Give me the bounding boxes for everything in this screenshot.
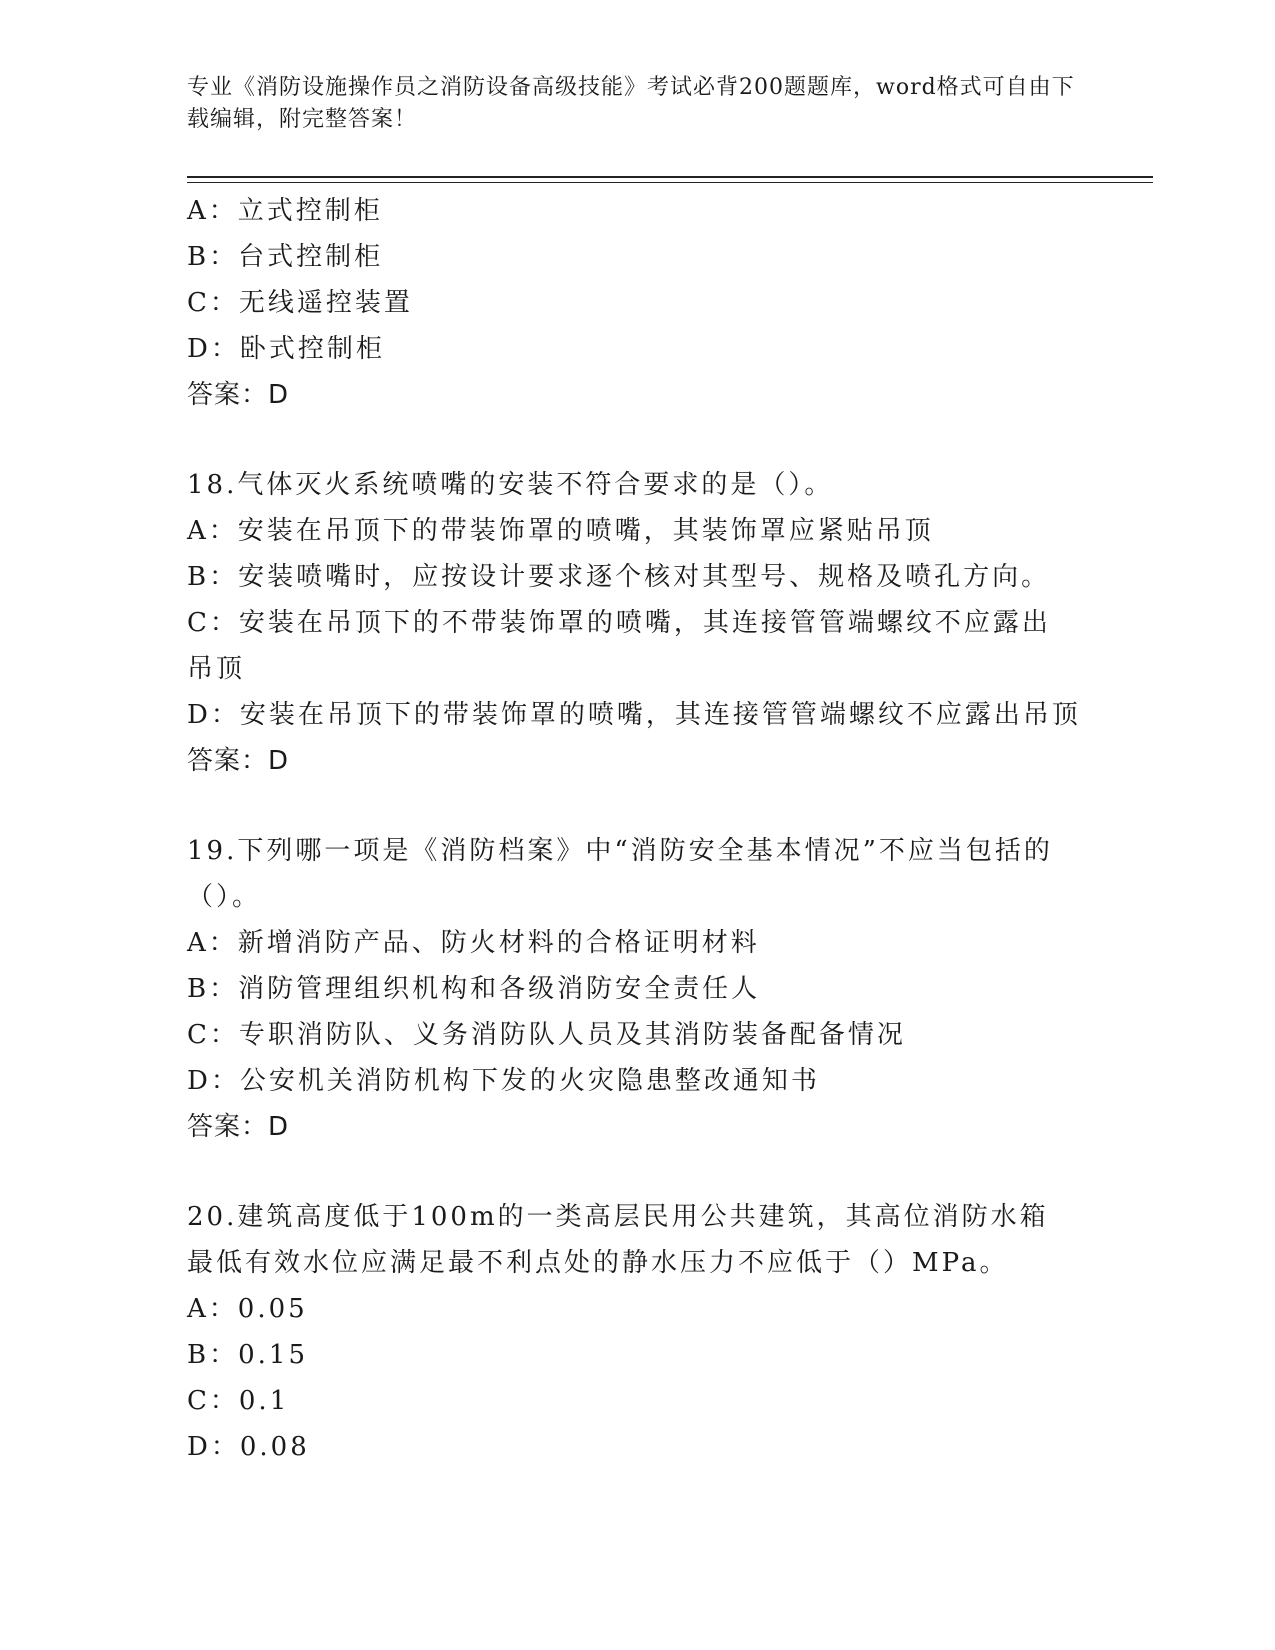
option-a: A：新增消防产品、防火材料的合格证明材料 bbox=[187, 928, 760, 958]
question-18-block bbox=[187, 462, 1081, 784]
option-d: D：卧式控制柜 bbox=[187, 334, 385, 364]
answer-line: 答案：D bbox=[187, 1112, 290, 1142]
option-c: C：安装在吊顶下的不带装饰罩的喷嘴，其连接管管端螺纹不应露出吊顶 bbox=[187, 608, 1051, 684]
question-text: 20.建筑高度低于100m的一类高层民用公共建筑，其高位消防水箱最低有效水位应满足最不利点处的静水压力不应低于（）MPa。 bbox=[187, 1202, 1049, 1278]
question-20-block bbox=[187, 1194, 1077, 1470]
answer-line: 答案：D bbox=[187, 380, 290, 410]
question-19-block bbox=[187, 828, 1077, 1150]
option-d: D：公安机关消防机构下发的火灾隐患整改通知书 bbox=[187, 1066, 820, 1096]
header-divider-thick bbox=[187, 176, 1153, 178]
spacer bbox=[187, 1150, 1077, 1194]
option-d: D：安装在吊顶下的带装饰罩的喷嘴，其连接管管端螺纹不应露出吊顶 bbox=[187, 700, 1081, 730]
question-text: 18.气体灭火系统喷嘴的安装不符合要求的是（）。 bbox=[187, 470, 834, 500]
header-divider-thin bbox=[187, 182, 1153, 183]
option-a: A：安装在吊顶下的带装饰罩的喷嘴，其装饰罩应紧贴吊顶 bbox=[187, 516, 934, 546]
option-c: C：专职消防队、义务消防队人员及其消防装备配备情况 bbox=[187, 1020, 906, 1050]
document-header: 专业《消防设施操作员之消防设备高级技能》考试必背200题题库，word格式可自由下载编辑，附完整答案！ bbox=[187, 75, 1075, 132]
option-b: B：安装喷嘴时，应按设计要求逐个核对其型号、规格及喷孔方向。 bbox=[187, 562, 1051, 592]
spacer bbox=[187, 418, 1077, 462]
question-17-block bbox=[187, 188, 1077, 418]
option-a: A：立式控制柜 bbox=[187, 196, 383, 226]
option-d: D：0.08 bbox=[187, 1432, 310, 1462]
spacer bbox=[187, 784, 1077, 828]
option-c: C：无线遥控装置 bbox=[187, 288, 413, 318]
option-a: A：0.05 bbox=[187, 1294, 308, 1324]
option-b: B：0.15 bbox=[187, 1340, 308, 1370]
option-b: B：台式控制柜 bbox=[187, 242, 384, 272]
document-body bbox=[187, 188, 1081, 1470]
option-c: C：0.1 bbox=[187, 1386, 290, 1416]
answer-line: 答案：D bbox=[187, 746, 290, 776]
question-text: 19.下列哪一项是《消防档案》中“消防安全基本情况”不应当包括的（）。 bbox=[187, 836, 1053, 912]
option-b: B：消防管理组织机构和各级消防安全责任人 bbox=[187, 974, 761, 1004]
